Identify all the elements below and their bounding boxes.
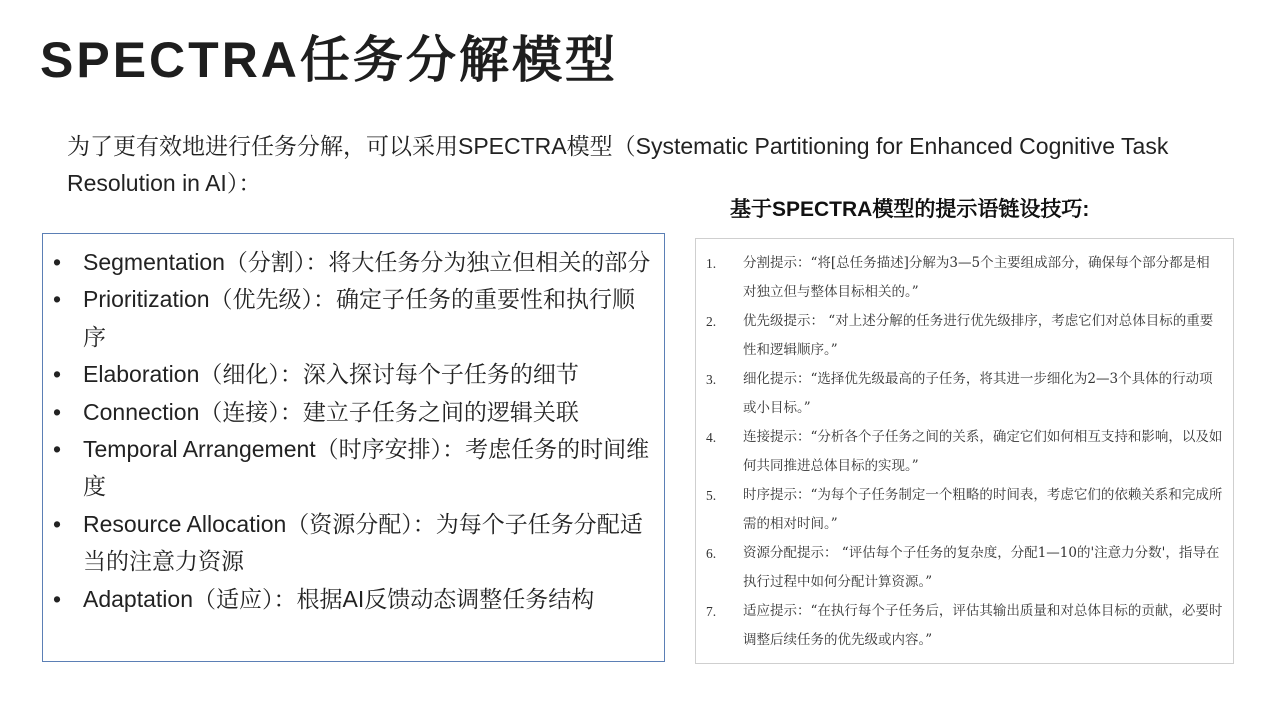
bullet-icon: • bbox=[53, 361, 62, 388]
prompt-number: 2. bbox=[706, 314, 717, 329]
prompt-number: 7. bbox=[706, 604, 717, 619]
list-item-text: Prioritization（优先级）：确定子任务的重要性和执行顺序 bbox=[83, 286, 636, 350]
bullet-icon: • bbox=[53, 286, 62, 313]
list-item bbox=[51, 506, 656, 581]
bullet-icon: • bbox=[53, 510, 62, 537]
bullet-icon: • bbox=[53, 585, 62, 612]
components-box bbox=[42, 233, 665, 662]
bullet-icon: • bbox=[53, 398, 62, 425]
bullet-icon: • bbox=[53, 436, 62, 463]
list-item-text: Elaboration（细化）：深入探讨每个子任务的细节 bbox=[83, 361, 579, 388]
list-item-text: Segmentation（分割）：将大任务分为独立但相关的部分 bbox=[83, 249, 651, 275]
prompt-item bbox=[706, 249, 1223, 307]
prompt-item bbox=[706, 539, 1223, 597]
prompt-number: 4. bbox=[706, 430, 717, 445]
list-item bbox=[51, 431, 656, 506]
page-title: SPECTRA任务分解模型 bbox=[40, 32, 618, 88]
prompt-text: 适应提示：“在执行每个子任务后，评估其输出质量和对总体目标的贡献，必要时调整后续任务的优先级或内容。” bbox=[743, 603, 1223, 648]
prompt-number: 3. bbox=[706, 372, 717, 387]
prompt-item bbox=[706, 365, 1223, 423]
prompt-number: 1. bbox=[706, 256, 717, 271]
list-item bbox=[51, 581, 656, 618]
prompts-box bbox=[695, 238, 1234, 664]
list-item bbox=[51, 394, 656, 431]
list-item bbox=[51, 244, 656, 281]
list-item bbox=[51, 356, 656, 393]
intro-paragraph: 为了更有效地进行任务分解，可以采用SPECTRA模型（Systematic Partitioning for Enhanced Cognitive Task Resolution in AI）： bbox=[67, 133, 1169, 196]
prompt-text: 优先级提示： “对上述分解的任务进行优先级排序，考虑它们对总体目标的重要性和逻辑顺序。” bbox=[743, 313, 1214, 358]
prompt-text: 分割提示：“将[总任务描述]分解为3—5个主要组成部分，确保每个部分都是相对独立但与整体目标相关的。” bbox=[743, 255, 1210, 300]
prompt-text: 时序提示：“为每个子任务制定一个粗略的时间表，考虑它们的依赖关系和完成所需的相对时间。” bbox=[743, 487, 1223, 532]
techniques-heading: 基于SPECTRA模型的提示语链设技巧: bbox=[730, 198, 1090, 221]
list-item-text: Resource Allocation（资源分配）：为每个子任务分配适当的注意力资源 bbox=[83, 510, 643, 575]
components-list bbox=[51, 244, 656, 618]
bullet-icon: • bbox=[53, 249, 62, 275]
prompt-item bbox=[706, 307, 1223, 365]
prompt-item bbox=[706, 597, 1223, 655]
prompts-list bbox=[706, 249, 1223, 655]
list-item-text: Connection（连接）：建立子任务之间的逻辑关联 bbox=[83, 398, 579, 425]
prompt-number: 5. bbox=[706, 488, 717, 503]
prompt-item bbox=[706, 423, 1223, 481]
list-item bbox=[51, 281, 656, 356]
prompt-text: 细化提示：“选择优先级最高的子任务，将其进一步细化为2—3个具体的行动项或小目标。” bbox=[743, 371, 1213, 416]
list-item-text: Temporal Arrangement（时序安排）：考虑任务的时间维度 bbox=[83, 436, 650, 500]
prompt-number: 6. bbox=[706, 546, 717, 561]
prompt-text: 资源分配提示： “评估每个子任务的复杂度，分配1—10的'注意力分数'，指导在执行过程中如何分配计算资源。” bbox=[743, 545, 1220, 590]
prompt-item bbox=[706, 481, 1223, 539]
prompt-text: 连接提示：“分析各个子任务之间的关系，确定它们如何相互支持和影响，以及如何共同推进总体目标的实现。” bbox=[743, 429, 1223, 474]
list-item-text: Adaptation（适应）：根据AI反馈动态调整任务结构 bbox=[83, 585, 595, 612]
